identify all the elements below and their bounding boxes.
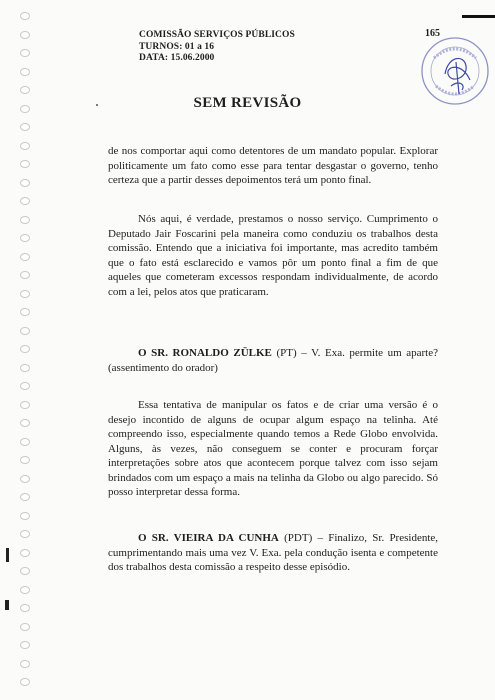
binder-hole xyxy=(20,86,30,94)
binder-hole xyxy=(20,327,30,335)
document-header xyxy=(139,30,295,65)
binder-hole xyxy=(20,567,30,575)
binder-hole xyxy=(20,49,30,57)
paragraph-text: de nos comportar aqui como detentores de um mandato popular. Explorar politicamente um fato como esse para tentar desgastar o governo, tenho certeza que a partir desses depoimentos terá um ponto final. xyxy=(108,145,438,186)
speaker-paragraph xyxy=(108,531,438,575)
binder-hole xyxy=(20,493,30,501)
binder-hole xyxy=(20,586,30,594)
binder-hole xyxy=(20,12,30,20)
binder-hole xyxy=(20,253,30,261)
binder-hole xyxy=(20,530,30,538)
paragraph xyxy=(108,398,438,500)
binder-hole xyxy=(20,382,30,390)
binder-hole xyxy=(20,308,30,316)
binder-hole xyxy=(20,197,30,205)
binder-mark xyxy=(5,600,9,610)
binder-hole xyxy=(20,31,30,39)
binder-hole xyxy=(20,401,30,409)
speaker-name: O SR. RONALDO ZÜLKE xyxy=(138,347,272,359)
header-date: DATA: 15.06.2000 xyxy=(139,53,215,63)
paragraph xyxy=(108,144,438,188)
corner-mark xyxy=(462,15,495,18)
binder-hole xyxy=(20,475,30,483)
binder-mark xyxy=(6,548,9,562)
binder-hole xyxy=(20,345,30,353)
binder-hole xyxy=(20,512,30,520)
binder-hole xyxy=(20,660,30,668)
binder-hole xyxy=(20,549,30,557)
binder-hole xyxy=(20,419,30,427)
binder-hole xyxy=(20,271,30,279)
binder-hole xyxy=(20,160,30,168)
speck xyxy=(96,104,98,106)
binder-hole xyxy=(20,623,30,631)
paragraph-text: (PT) – V. Exa. permite um aparte? (assentimento do orador) xyxy=(108,347,438,374)
binder-hole xyxy=(20,456,30,464)
binder-hole xyxy=(20,604,30,612)
binder-hole xyxy=(20,142,30,150)
speaker-name: O SR. VIEIRA DA CUNHA xyxy=(138,532,279,544)
page-title: SEM REVISÃO xyxy=(193,95,302,111)
binder-hole xyxy=(20,438,30,446)
binder-hole xyxy=(20,290,30,298)
binder-hole xyxy=(20,234,30,242)
binder-hole xyxy=(20,364,30,372)
page-number: 165 xyxy=(425,28,440,39)
paragraph-text: Nós aqui, é verdade, prestamos o nosso serviço. Cumprimento o Deputado Jair Foscarini pela maneira como conduziu os trabalhos desta comissão. Entendo que a iniciativa foi importante, mas acredito também que o fato está esclarecido e vamos pôr um ponto final a fim de que aqueles que cometeram excessos respondam individualmente, de acordo com a lei, pelos atos que praticaram. xyxy=(108,213,438,298)
binder-hole xyxy=(20,641,30,649)
paragraph-text: Essa tentativa de manipular os fatos e de criar uma versão é o desejo incontido de alguns de ocupar algum espaço na telinha. Até compreendo isso, especialmente quando temos a Rede Globo envolvida. Alguns, às vezes, não conseguem se conter e procuram forçar interpretações sobre atos que acontecem porque talvez com isso sejam brindados com um espaço a mais na telinha da Globo ou algo parecido. Só posso interpretar dessa forma. xyxy=(108,399,438,498)
binder-hole xyxy=(20,179,30,187)
binder-hole xyxy=(20,678,30,686)
paragraph-text: (PDT) – Finalizo, Sr. Presidente, cumprimentando mais uma vez V. Exa. pela condução isenta e competente dos trabalhos desta comissão a respeito desse episódio. xyxy=(108,532,439,573)
binder-hole xyxy=(20,216,30,224)
header-committee: COMISSÃO SERVIÇOS PÚBLICOS xyxy=(139,30,295,40)
binder-hole xyxy=(20,123,30,131)
binder-hole xyxy=(20,68,30,76)
header-shifts: TURNOS: 01 a 16 xyxy=(139,41,215,52)
speaker-paragraph xyxy=(108,346,438,375)
paragraph xyxy=(108,212,438,299)
